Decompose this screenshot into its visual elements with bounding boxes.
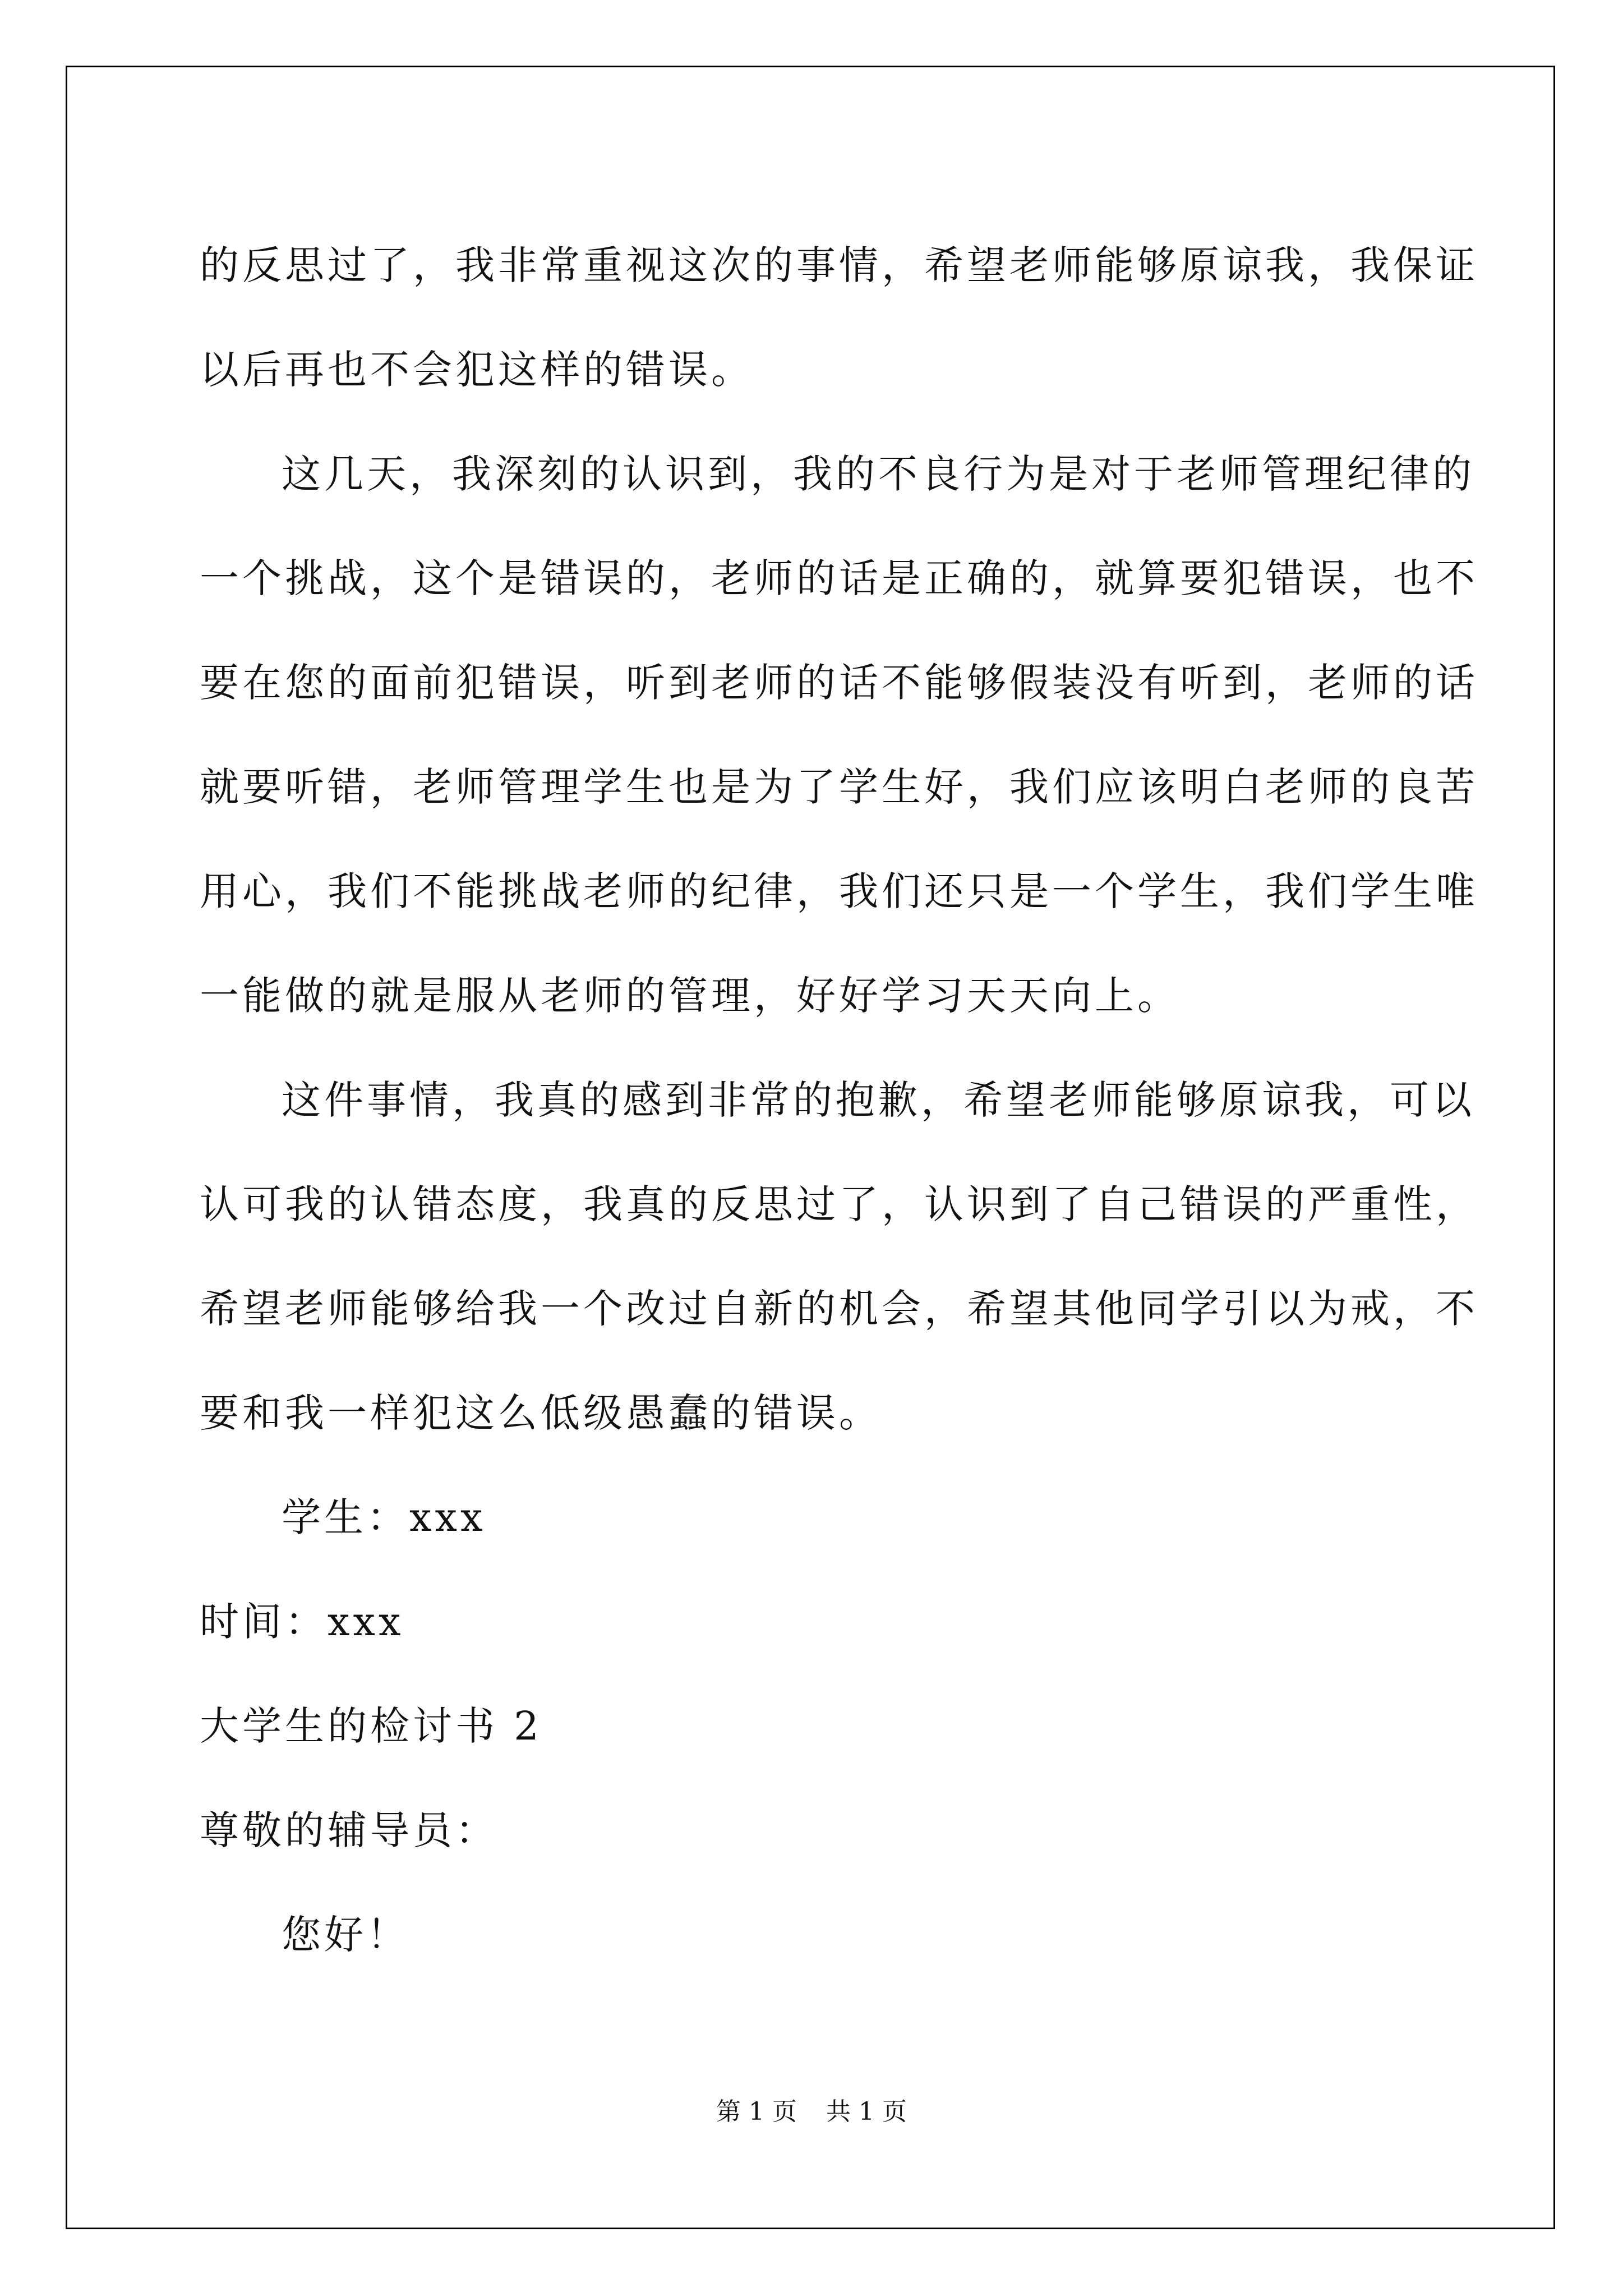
greeting: 您好！ <box>282 1912 409 1958</box>
page-total: 共 1 页 <box>826 2097 907 2126</box>
text-line: 就要听错，老师管理学生也是为了学生好，我们应该明白老师的良苦 <box>200 764 1478 810</box>
text-line: 用心，我们不能挑战老师的纪律，我们还只是一个学生，我们学生唯 <box>200 868 1478 914</box>
student-signature: 学生：xxx <box>282 1494 486 1540</box>
document-body <box>200 213 1478 1987</box>
section-title: 大学生的检讨书 2 <box>200 1703 542 1749</box>
text-line: 希望老师能够给我一个改过自新的机会，希望其他同学引以为戒，不 <box>200 1286 1478 1332</box>
text-line: 要和我一样犯这么低级愚蠢的错误。 <box>200 1390 882 1436</box>
page-footer <box>0 2095 1623 2129</box>
text-line: 一个挑战，这个是错误的，老师的话是正确的，就算要犯错误，也不 <box>200 555 1478 601</box>
text-line: 认可我的认错态度，我真的反思过了，认识到了自己错误的严重性， <box>200 1181 1478 1227</box>
date-line: 时间：xxx <box>200 1599 404 1645</box>
salutation: 尊敬的辅导员： <box>200 1807 498 1853</box>
text-line: 一能做的就是服从老师的管理，好好学习天天向上。 <box>200 973 1180 1019</box>
page-number: 第 1 页 <box>716 2097 797 2126</box>
text-line: 的反思过了，我非常重视这次的事情，希望老师能够原谅我，我保证 <box>200 242 1478 288</box>
paragraph-start: 这件事情，我真的感到非常的抱歉，希望老师能够原谅我，可以 <box>282 1077 1475 1123</box>
paragraph-start: 这几天，我深刻的认识到，我的不良行为是对于老师管理纪律的 <box>282 451 1475 497</box>
text-line: 以后再也不会犯这样的错误。 <box>200 347 754 393</box>
text-line: 要在您的面前犯错误，听到老师的话不能够假装没有听到，老师的话 <box>200 660 1478 706</box>
